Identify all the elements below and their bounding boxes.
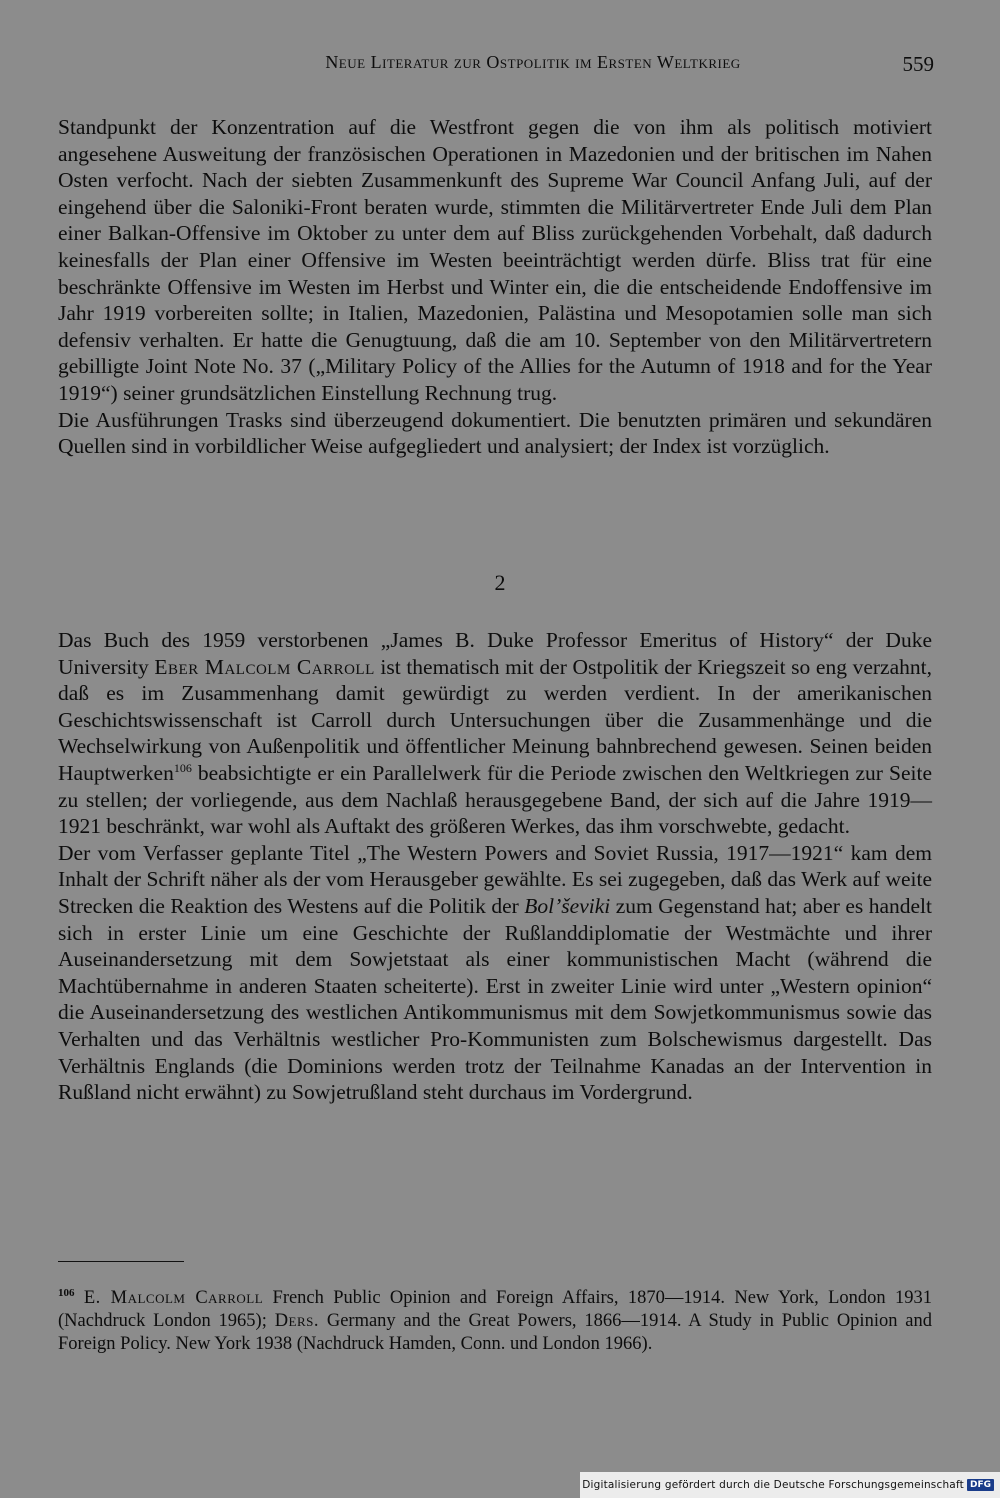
- footnote: [58, 1287, 932, 1356]
- author-name: Eber Malcolm Carroll: [154, 654, 375, 679]
- section-number: 2: [494, 570, 506, 595]
- text-run: beabsichtigte er ein Parallelwerk für die Periode zwischen den Weltkriegen zur Seite zu stellen; der vorliegende, aus dem Nachlaß herausgegebene Band, der sich auf die Jahre 1919—1921 beschränkt, war wohl als Auftakt des größeren Werkes, das ihm vorschwebte, gedacht.: [58, 760, 932, 839]
- text-run: Germany and the Great Powers, 1866—1914. A Study in Public Opinion and Foreign Policy. New York 1938 (Nachdruck Hamden, Conn. und London 1966).: [58, 1311, 933, 1354]
- text-run: zum Gegenstand hat; aber es handelt sich in erster Linie um eine Geschichte der Rußlanddiplomatie der Westmächte und ihrer Auseinandersetzung mit dem Sowjetstaat als einer kommunistischen Macht (während die Machtübernahme in anderen Staaten scheiterte). Erst in zweiter Linie wird unter „Western opinion“ die Auseinandersetzung des westlichen Antikommunismus mit dem Sowjetkommunismus sowie das Verhalten und das Verhältnis westlicher Pro-Kommunisten zum Bolschewismus dargestellt. Das Verhältnis Englands (die Dominions werden trotz der Teilnahme Kanadas an der Intervention in Rußland nicht erwähnt) zu Sowjetrußland steht durchaus im Vordergrund.: [58, 893, 932, 1105]
- text-run: French Public Opinion and Foreign Affairs, 1870—1914. New York, London 1931 (Nachdruck London 1965);: [58, 1288, 932, 1331]
- footnote-number: 106: [58, 1287, 75, 1299]
- paragraph: Standpunkt der Konzentration auf die Westfront gegen die von ihm als politisch motiviert angesehene Ausweitung der französischen Operationen in Mazedonien und der britischen im Nahen Osten verfocht. Nach der siebten Zusammenkunft des Supreme War Council Anfang Juli, auf der eingehend über die Saloniki-Front beraten wurde, stimmten die Militärvertreter Ende Juli dem Plan einer Balkan-Offensive im Oktober zu unter dem auf Bliss zurückgehenden Vorbehalt, daß dadurch keinesfalls der Plan einer Offensive im Westen beeinträchtigt werden dürfe. Bliss trat für eine beschränkte Offensive im Westen im Herbst und Winter ein, die die entscheidende Endoffensive im Jahr 1919 vorbereiten sollte; in Italien, Mazedonien, Palästina und Mesopotamien solle man sich defensiv verhalten. Er hatte die Genugtuung, daß die am 10. September von den Militärvertretern gebilligte Joint Note No. 37 („Military Policy of the Allies for the Autumn of 1918 and for the Year 1919“) seiner grundsätzlichen Einstellung Rechnung trug.: [58, 115, 932, 405]
- running-title: Neue Literatur zur Ostpolitik im Ersten Weltkrieg: [325, 52, 741, 72]
- footnote-divider: [58, 1261, 184, 1262]
- text-run: Das Buch des 1959 verstorbenen „James B. Duke Professor Emeritus of History“ der Duke University: [58, 628, 932, 679]
- page-header: [58, 52, 934, 82]
- digitization-footer: [580, 1472, 1000, 1498]
- footnote-reference: 106: [173, 760, 192, 775]
- paragraph: [58, 840, 932, 1106]
- dfg-logo-icon: DFG: [967, 1479, 994, 1491]
- italic-term: Bol’ševiki: [524, 893, 611, 918]
- text-run: ist thematisch mit der Ostpolitik der Kriegszeit so eng verzahnt, daß es im Zusammenhang damit gewürdigt zu werden verdient. In der amerikanischen Geschichtswissenschaft ist Carroll durch Untersuchungen über die Zusammenhänge und die Wechselwirkung von Außenpolitik und öffentlicher Meinung bahnbrechend gewesen. Seinen beiden Hauptwerken: [58, 654, 932, 785]
- body-text-block-1: [58, 114, 932, 460]
- footnote-author: E. Malcolm Carroll: [83, 1288, 264, 1308]
- footnote-text: [58, 1287, 932, 1356]
- paragraph: Die Ausführungen Trasks sind überzeugend dokumentiert. Die benutzten primären und sekundären Quellen sind in vorbildlicher Weise aufgegliedert und analysiert; der Index ist vorzüglich.: [58, 407, 932, 459]
- page-number: 559: [902, 52, 934, 76]
- text-run: Der vom Verfasser geplante Titel „The Western Powers and Soviet Russia, 1917—1921“ kam dem Inhalt der Schrift näher als der vom Herausgeber gewählte. Es sei zugegeben, daß das Werk auf weite Strecken die Reaktion des Westens auf die Politik der: [58, 840, 932, 918]
- paragraph: [58, 627, 932, 840]
- footer-credit-text: Digitalisierung gefördert durch die Deutsche Forschungsgemeinschaft: [582, 1479, 964, 1491]
- footnote-author: Ders.: [274, 1311, 320, 1331]
- body-text-block-2: [58, 627, 932, 1106]
